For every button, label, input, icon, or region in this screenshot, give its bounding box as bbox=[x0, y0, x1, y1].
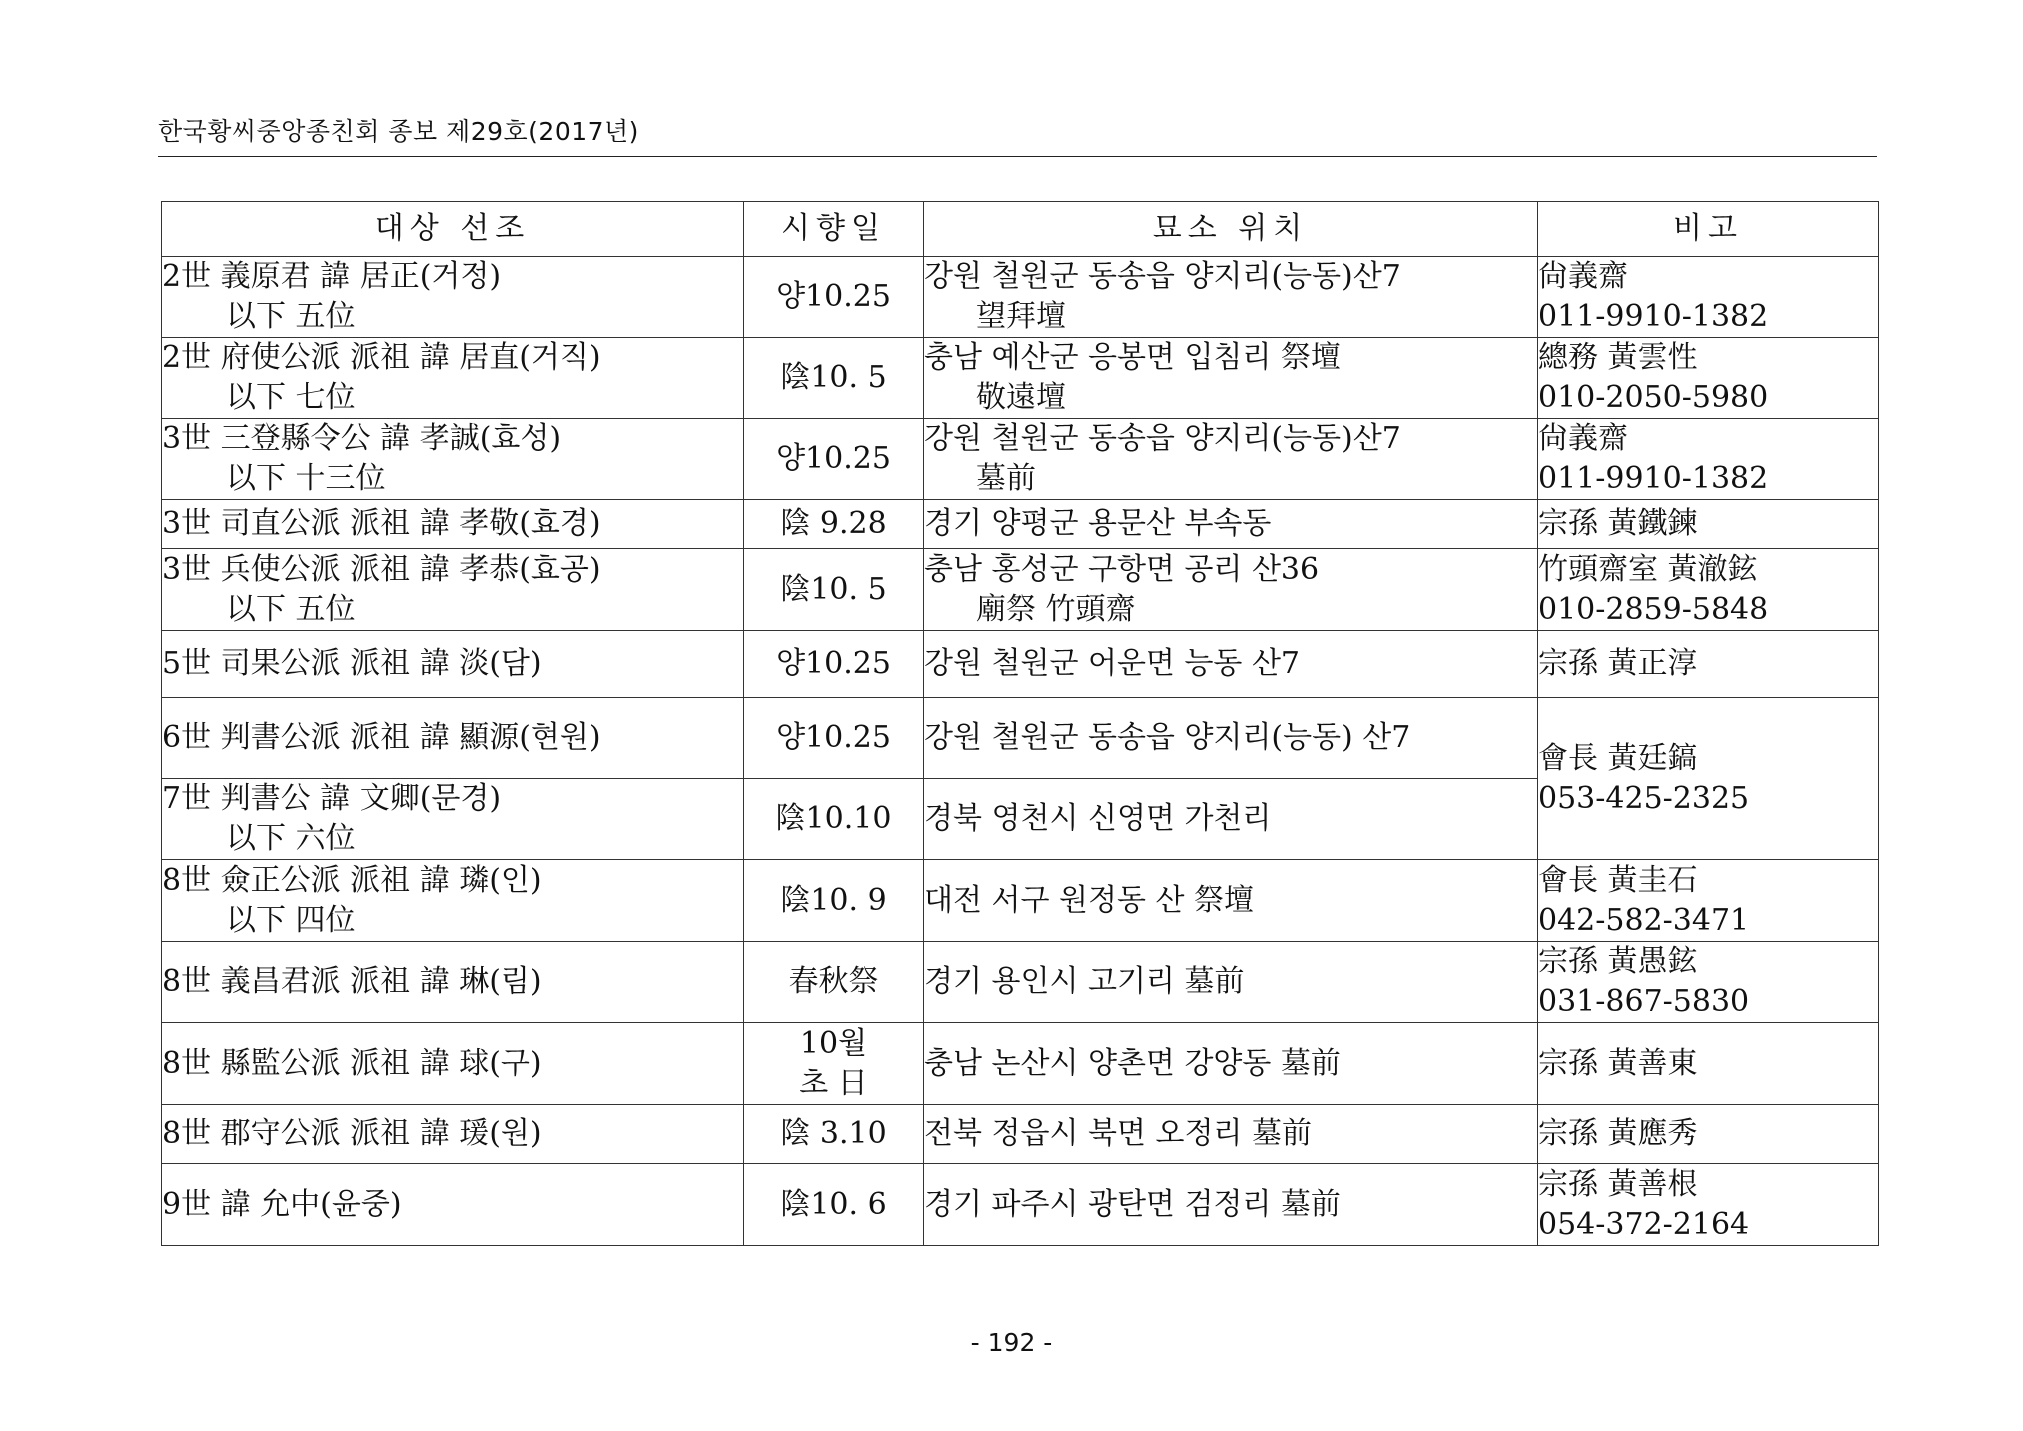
table-row bbox=[162, 1164, 1879, 1246]
note-cell: 宗孫 黃應秀 bbox=[1538, 1105, 1879, 1164]
date-cell: 陰 9.28 bbox=[744, 500, 924, 549]
note-phone: 011-9910-1382 bbox=[1538, 461, 1769, 496]
col-header-date: 시향일 bbox=[744, 202, 924, 257]
ancestor-name: 7世 判書公 諱 文卿(문경) bbox=[162, 781, 502, 816]
table-row bbox=[162, 631, 1879, 698]
note-name: 會長 黃廷鎬 bbox=[1538, 740, 1698, 776]
note-cell: 宗孫 黃善東 bbox=[1538, 1023, 1879, 1105]
location-sub: 廟祭 竹頭齋 bbox=[976, 591, 1136, 627]
location-cell: 경북 영천시 신영면 가천리 bbox=[924, 779, 1538, 860]
location-cell: 대전 서구 원정동 산 祭壇 bbox=[924, 860, 1538, 942]
table-row bbox=[162, 698, 1879, 779]
date-cell: 양10.25 bbox=[744, 419, 924, 500]
ancestor-name: 2世 義原君 諱 居正(거정) bbox=[162, 259, 502, 294]
location-sub: 敬遠壇 bbox=[976, 380, 1066, 415]
note-cell: 宗孫 黃鐵鍊 bbox=[1538, 500, 1879, 549]
location-cell bbox=[924, 549, 1538, 631]
location-cell bbox=[924, 257, 1538, 338]
location-cell: 강원 철원군 어운면 능동 산7 bbox=[924, 631, 1538, 698]
location-text: 강원 철원군 동송읍 양지리(능동)산7 bbox=[924, 259, 1401, 294]
date-cell: 陰10. 5 bbox=[744, 338, 924, 419]
table-row bbox=[162, 549, 1879, 631]
ancestor-cell: 6世 判書公派 派祖 諱 顯源(현원) bbox=[162, 698, 744, 779]
ancestor-cell bbox=[162, 779, 744, 860]
date-cell: 양10.25 bbox=[744, 631, 924, 698]
note-phone: 042-582-3471 bbox=[1538, 902, 1750, 938]
date-month: 10월 bbox=[799, 1025, 868, 1061]
note-cell: 宗孫 黃正淳 bbox=[1538, 631, 1879, 698]
ancestor-cell: 8世 縣監公派 派祖 諱 球(구) bbox=[162, 1023, 744, 1105]
note-cell bbox=[1538, 549, 1879, 631]
ancestor-sub: 以下 十三位 bbox=[226, 461, 386, 496]
note-name: 宗孫 黃善根 bbox=[1538, 1166, 1698, 1202]
date-cell: 陰10. 9 bbox=[744, 860, 924, 942]
ancestral-rite-table bbox=[161, 201, 1879, 1246]
ancestor-cell bbox=[162, 257, 744, 338]
note-name: 總務 黃雲性 bbox=[1538, 340, 1698, 375]
page-number: - 192 - bbox=[970, 1328, 1053, 1357]
date-day: 초 日 bbox=[799, 1065, 868, 1101]
location-cell bbox=[924, 419, 1538, 500]
date-cell: 양10.25 bbox=[744, 257, 924, 338]
col-header-note: 비고 bbox=[1538, 202, 1879, 257]
note-name: 尙義齋 bbox=[1538, 259, 1628, 294]
note-cell bbox=[1538, 1164, 1879, 1246]
ancestor-name: 8世 僉正公派 派祖 諱 璘(인) bbox=[162, 862, 542, 898]
table-row bbox=[162, 257, 1879, 338]
note-phone: 031-867-5830 bbox=[1538, 984, 1750, 1019]
ancestor-name: 3世 三登縣令公 諱 孝誠(효성) bbox=[162, 421, 562, 456]
note-name: 竹頭齋室 黃澈鉉 bbox=[1538, 551, 1758, 587]
col-header-location: 묘소 위치 bbox=[924, 202, 1538, 257]
note-phone: 010-2859-5848 bbox=[1538, 591, 1769, 627]
location-cell bbox=[924, 338, 1538, 419]
ancestor-sub: 以下 五位 bbox=[226, 591, 356, 627]
ancestor-cell bbox=[162, 338, 744, 419]
page-header-title: 한국황씨중앙종친회 종보 제29호(2017년) bbox=[158, 117, 639, 146]
note-name: 宗孫 黃愚鉉 bbox=[1538, 944, 1698, 979]
note-phone: 011-9910-1382 bbox=[1538, 299, 1769, 334]
table-row bbox=[162, 419, 1879, 500]
table-row bbox=[162, 500, 1879, 549]
ancestor-sub: 以下 六位 bbox=[226, 821, 356, 856]
ancestor-cell bbox=[162, 419, 744, 500]
note-cell bbox=[1538, 860, 1879, 942]
note-name: 尙義齋 bbox=[1538, 421, 1628, 456]
date-cell: 陰10. 6 bbox=[744, 1164, 924, 1246]
header-divider bbox=[158, 156, 1877, 157]
location-cell: 충남 논산시 양촌면 강양동 墓前 bbox=[924, 1023, 1538, 1105]
date-cell: 陰10. 5 bbox=[744, 549, 924, 631]
col-header-ancestor: 대상 선조 bbox=[162, 202, 744, 257]
ancestor-cell: 8世 義昌君派 派祖 諱 琳(림) bbox=[162, 942, 744, 1023]
note-cell bbox=[1538, 257, 1879, 338]
ancestor-name: 2世 府使公派 派祖 諱 居直(거직) bbox=[162, 340, 601, 375]
date-cell: 陰 3.10 bbox=[744, 1105, 924, 1164]
ancestor-cell bbox=[162, 860, 744, 942]
date-cell: 陰10.10 bbox=[744, 779, 924, 860]
table-row bbox=[162, 338, 1879, 419]
date-cell: 양10.25 bbox=[744, 698, 924, 779]
date-cell: 春秋祭 bbox=[744, 942, 924, 1023]
note-cell bbox=[1538, 698, 1879, 860]
location-cell: 경기 용인시 고기리 墓前 bbox=[924, 942, 1538, 1023]
location-cell: 강원 철원군 동송읍 양지리(능동) 산7 bbox=[924, 698, 1538, 779]
ancestor-cell: 8世 郡守公派 派祖 諱 瑗(원) bbox=[162, 1105, 744, 1164]
location-cell: 경기 양평군 용문산 부속동 bbox=[924, 500, 1538, 549]
ancestor-sub: 以下 五位 bbox=[226, 299, 356, 334]
table-row bbox=[162, 1023, 1879, 1105]
note-cell bbox=[1538, 942, 1879, 1023]
location-cell: 경기 파주시 광탄면 검정리 墓前 bbox=[924, 1164, 1538, 1246]
ancestor-cell: 5世 司果公派 派祖 諱 淡(담) bbox=[162, 631, 744, 698]
ancestor-cell: 9世 諱 允中(윤중) bbox=[162, 1164, 744, 1246]
date-cell bbox=[744, 1023, 924, 1105]
table-header-row bbox=[162, 202, 1879, 257]
location-text: 강원 철원군 동송읍 양지리(능동)산7 bbox=[924, 421, 1401, 456]
note-phone: 010-2050-5980 bbox=[1538, 380, 1769, 415]
ancestor-name: 3世 兵使公派 派祖 諱 孝恭(효공) bbox=[162, 551, 601, 587]
location-cell: 전북 정읍시 북면 오정리 墓前 bbox=[924, 1105, 1538, 1164]
ancestor-sub: 以下 七位 bbox=[226, 380, 356, 415]
ancestor-sub: 以下 四位 bbox=[226, 902, 356, 938]
note-phone: 054-372-2164 bbox=[1538, 1206, 1750, 1242]
table-row bbox=[162, 1105, 1879, 1164]
note-cell bbox=[1538, 419, 1879, 500]
note-phone: 053-425-2325 bbox=[1538, 780, 1750, 816]
location-text: 충남 예산군 응봉면 입침리 祭壇 bbox=[924, 340, 1341, 375]
table-row bbox=[162, 860, 1879, 942]
location-text: 충남 홍성군 구항면 공리 산36 bbox=[924, 551, 1320, 587]
table-row bbox=[162, 942, 1879, 1023]
note-cell bbox=[1538, 338, 1879, 419]
location-sub: 望拜壇 bbox=[976, 299, 1066, 334]
location-sub: 墓前 bbox=[976, 461, 1036, 496]
note-name: 會長 黃圭石 bbox=[1538, 862, 1698, 898]
ancestor-cell: 3世 司直公派 派祖 諱 孝敬(효경) bbox=[162, 500, 744, 549]
ancestor-cell bbox=[162, 549, 744, 631]
